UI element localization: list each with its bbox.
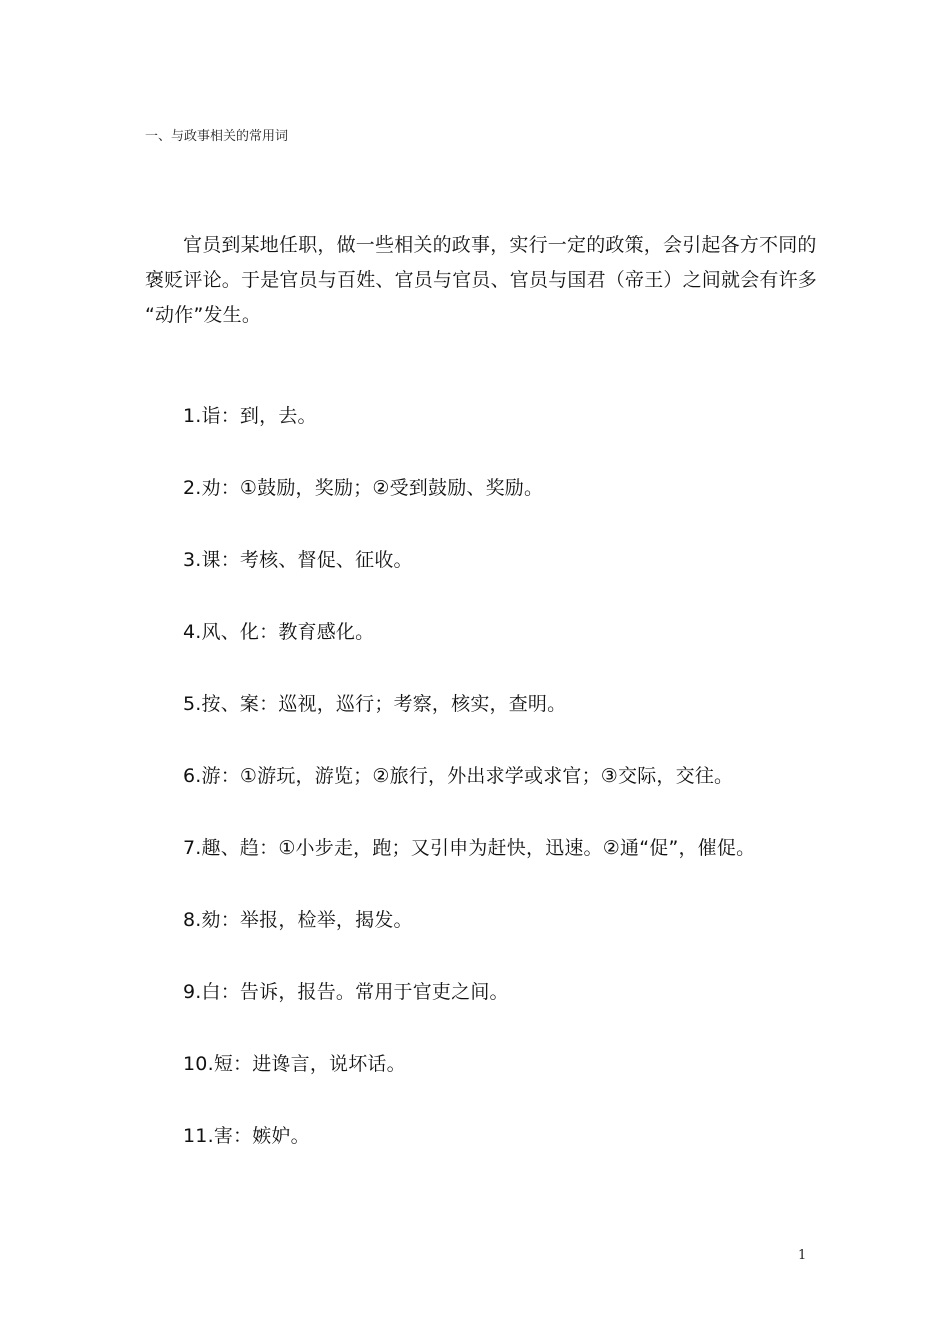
page-number: 1 (798, 1248, 807, 1263)
vocabulary-entry: 3.课：考核、督促、征收。 (183, 549, 413, 571)
vocabulary-entry: 8.劾：举报，检举，揭发。 (183, 909, 413, 931)
intro-line: “动作”发生。 (145, 304, 262, 326)
vocabulary-entry: 5.按、案：巡视，巡行；考察，核实，查明。 (183, 693, 567, 715)
vocabulary-entry: 1.诣：到，去。 (183, 405, 317, 427)
vocabulary-entry: 9.白：告诉，报告。常用于官吏之间。 (183, 981, 509, 1003)
vocabulary-entry: 4.风、化：教育感化。 (183, 621, 375, 643)
intro-line: 官员到某地任职，做一些相关的政事，实行一定的政策，会引起各方不同的 (183, 234, 817, 256)
vocabulary-entry: 2.劝：①鼓励，奖励；②受到鼓励、奖励。 (183, 477, 544, 499)
vocabulary-entry: 10.短：进谗言，说坏话。 (183, 1053, 406, 1075)
vocabulary-entry: 11.害：嫉妒。 (183, 1125, 310, 1147)
intro-paragraph (145, 228, 818, 333)
vocabulary-list (183, 398, 823, 1190)
vocabulary-entry: 7.趣、趋：①小步走，跑；又引申为赶快，迅速。②通“促”，催促。 (183, 837, 756, 859)
section-heading: 一、与政事相关的常用词 (145, 129, 289, 144)
intro-line: 褒贬评论。于是官员与百姓、官员与官员、官员与国君（帝王）之间就会有许多 (145, 269, 818, 291)
vocabulary-entry: 6.游：①游玩，游览；②旅行，外出求学或求官；③交际，交往。 (183, 765, 734, 787)
